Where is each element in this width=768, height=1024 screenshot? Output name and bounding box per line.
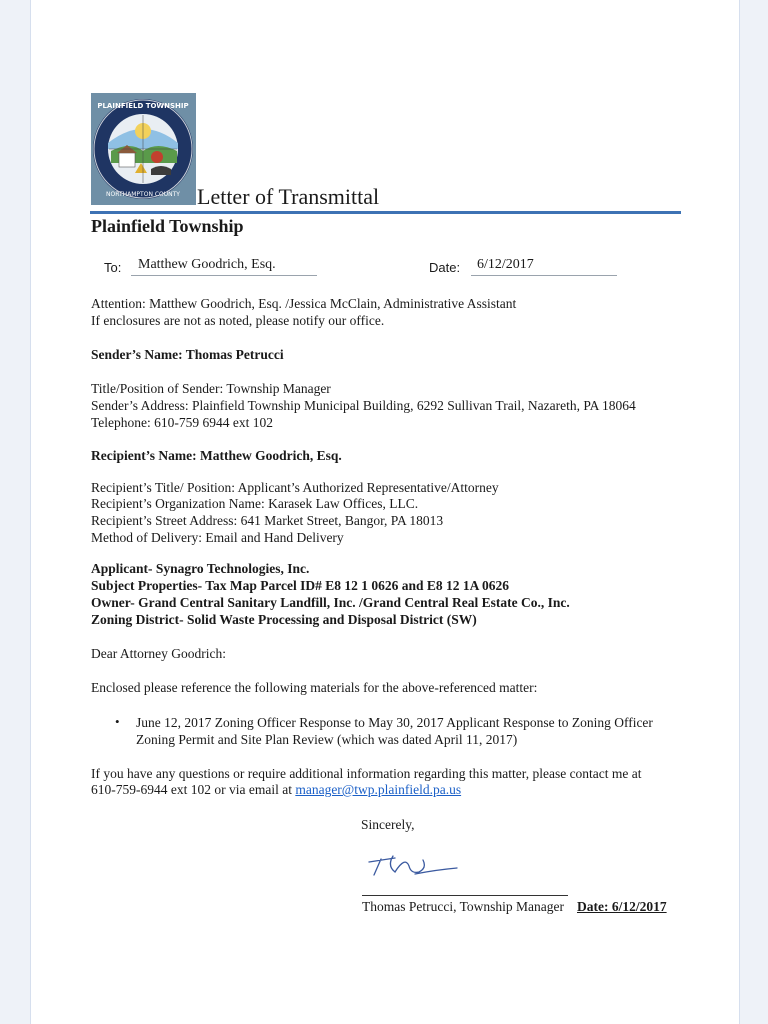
recipient-address: Recipient’s Street Address: 641 Market Street, Bangor, PA 18013 (91, 513, 444, 528)
date-label: Date: (429, 260, 461, 275)
recipient-title: Recipient’s Title/ Position: Applicant’s Authorized Representative/Attorney (91, 480, 499, 495)
subject-properties-line: Subject Properties- Tax Map Parcel ID# E8 12 1 0626 and E8 12 1A 0626 (91, 578, 510, 593)
contact-paragraph-line-2 (91, 782, 461, 799)
svg-text:NORTHAMPTON COUNTY: NORTHAMPTON COUNTY (106, 191, 180, 198)
svg-text:PLAINFIELD TOWNSHIP: PLAINFIELD TOWNSHIP (97, 102, 189, 110)
signature-icon (365, 848, 461, 885)
closing: Sincerely, (361, 817, 415, 832)
sender-name: Sender’s Name: Thomas Petrucci (91, 347, 284, 362)
bullet-item-line-1: June 12, 2017 Zoning Officer Response to May 30, 2017 Applicant Response to Zoning Officer (136, 715, 653, 730)
bullet-marker: • (115, 714, 120, 729)
to-value: Matthew Goodrich, Esq. (138, 257, 276, 272)
delivery-method: Method of Delivery: Email and Hand Delivery (91, 530, 344, 545)
contact-phone-text: 610-759-6944 ext 102 or via email at (91, 782, 296, 797)
recipient-organization: Recipient’s Organization Name: Karasek Law Offices, LLC. (91, 496, 419, 511)
date-field[interactable] (471, 257, 617, 276)
document-page (30, 0, 740, 1024)
zoning-district-line: Zoning District- Solid Waste Processing and Disposal District (SW) (91, 612, 477, 627)
sender-title: Title/Position of Sender: Township Manager (91, 381, 331, 396)
attention-line: Attention: Matthew Goodrich, Esq. /Jessica McClain, Administrative Assistant (91, 296, 517, 311)
letter-title: Letter of Transmittal (197, 184, 380, 209)
salutation: Dear Attorney Goodrich: (91, 646, 226, 661)
contact-paragraph-line-1: If you have any questions or require additional information regarding this matter, please contact me at (91, 766, 642, 781)
signature-name: Thomas Petrucci, Township Manager (362, 899, 565, 914)
enclosures-note: If enclosures are not as noted, please notify our office. (91, 313, 385, 328)
sender-phone: Telephone: 610-759 6944 ext 102 (91, 415, 274, 430)
township-seal-icon (91, 93, 196, 205)
owner-line: Owner- Grand Central Sanitary Landfill, Inc. /Grand Central Real Estate Co., Inc. (91, 595, 570, 610)
email-link[interactable]: manager@twp.plainfield.pa.us (295, 782, 462, 797)
date-value: 6/12/2017 (477, 257, 534, 272)
signature-date: Date: 6/12/2017 (577, 899, 667, 914)
title-rule (90, 211, 681, 214)
sender-address: Sender’s Address: Plainfield Township Municipal Building, 6292 Sullivan Trail, Nazareth, PA 18064 (91, 398, 636, 413)
intro-paragraph: Enclosed please reference the following materials for the above-referenced matter: (91, 680, 538, 695)
recipient-name: Recipient’s Name: Matthew Goodrich, Esq. (91, 448, 342, 463)
signature-line (362, 895, 568, 896)
to-label: To: (104, 260, 122, 275)
to-field[interactable] (131, 257, 317, 276)
organization-name: Plainfield Township (91, 216, 244, 236)
applicant-line: Applicant- Synagro Technologies, Inc. (91, 561, 310, 576)
bullet-item-line-2: Zoning Permit and Site Plan Review (which was dated April 11, 2017) (136, 732, 518, 747)
